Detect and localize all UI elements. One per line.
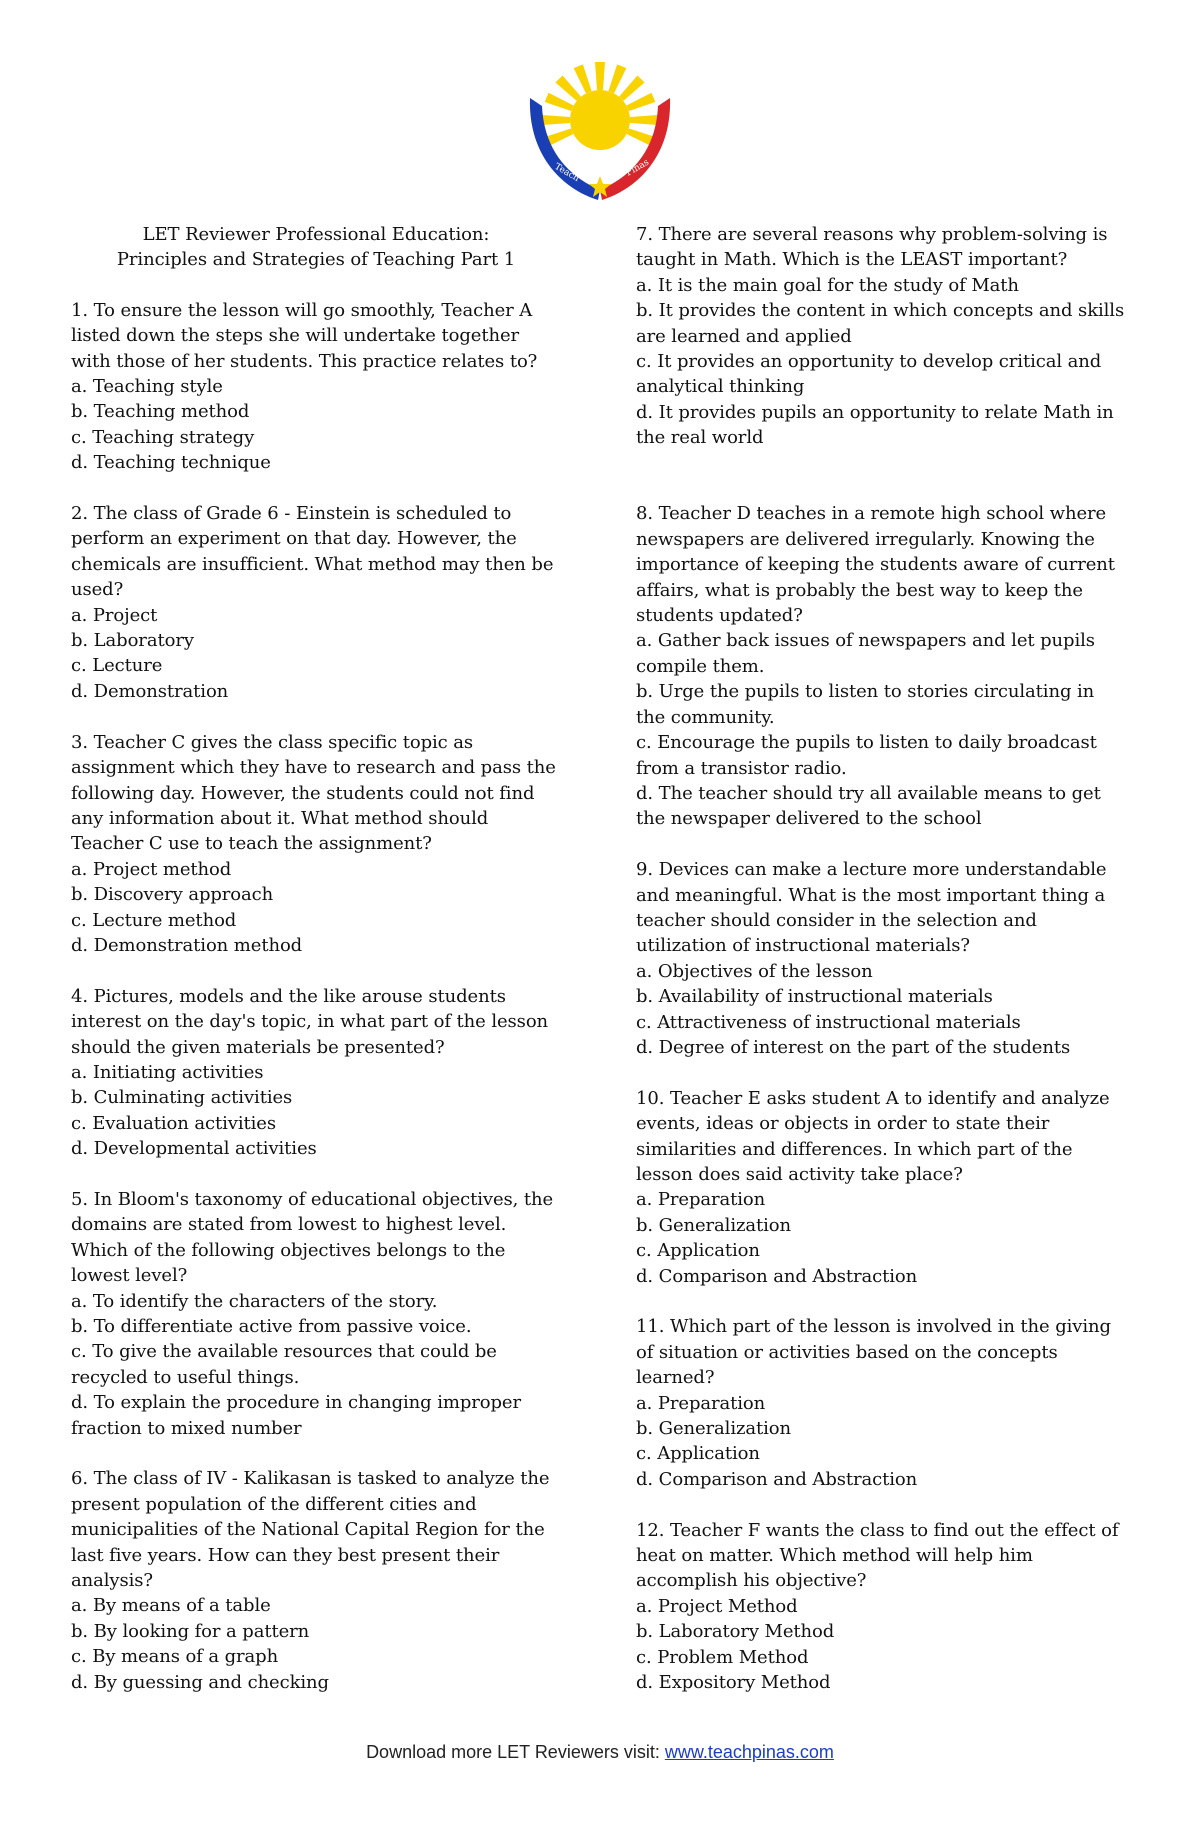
option-d: d. To explain the procedure in changing improper fraction to mixed number	[71, 1392, 521, 1439]
question-stem: 7. There are several reasons why problem-solving is taught in Math. Which is the LEAST important?	[636, 224, 1108, 271]
question-12	[636, 1518, 1126, 1696]
option-c: c. Lecture	[71, 655, 163, 677]
footer-prefix: Download more LET Reviewers visit:	[366, 1742, 665, 1762]
option-a: a. Project Method	[636, 1595, 798, 1617]
question-stem: 4. Pictures, models and the like arouse students interest on the day's topic, in what part of the lesson should the given materials be presented?	[71, 985, 549, 1058]
option-b: b. Generalization	[636, 1214, 792, 1236]
teachpinas-link[interactable]: www.teachpinas.com	[664, 1742, 834, 1762]
question-stem: 5. In Bloom's taxonomy of educational objectives, the domains are stated from lowest to highest level. Which of the following objectives belongs to the lowest level?	[71, 1188, 554, 1287]
option-c: c. Lecture method	[71, 909, 237, 931]
option-d: d. Demonstration method	[71, 934, 303, 956]
option-c: c. Application	[636, 1443, 760, 1465]
option-c: c. Teaching strategy	[71, 426, 255, 448]
option-d: d. Developmental activities	[71, 1138, 317, 1160]
title-line-2: Principles and Strategies of Teaching Part 1	[116, 249, 516, 271]
option-b: b. It provides the content in which concepts and skills are learned and applied	[636, 300, 1125, 347]
option-a: a. Preparation	[636, 1392, 766, 1414]
teachpinas-logo	[520, 58, 680, 208]
question-6	[71, 1466, 561, 1695]
svg-text:Teach: Teach	[552, 161, 581, 185]
option-c: c. Encourage the pupils to listen to daily broadcast from a transistor radio.	[636, 732, 1097, 779]
question-stem: 1. To ensure the lesson will go smoothly, Teacher A listed down the steps she will undertake together with those of her students. This practice relates to?	[71, 299, 538, 372]
question-stem: 2. The class of Grade 6 - Einstein is scheduled to perform an experiment on that day. However, the chemicals are insufficient. What method may then be used?	[71, 503, 554, 601]
sun-emblem-icon	[520, 58, 680, 208]
svg-text:Pinas: Pinas	[624, 157, 651, 179]
option-b: b. By looking for a pattern	[71, 1620, 310, 1642]
option-d: d. Teaching technique	[71, 452, 271, 474]
option-a: a. Project	[71, 604, 158, 626]
left-column	[71, 222, 561, 1720]
option-b: b. Teaching method	[71, 401, 250, 423]
question-7	[636, 222, 1126, 451]
option-a: a. Project method	[71, 858, 232, 880]
option-c: c. To give the available resources that could be recycled to useful things.	[71, 1341, 497, 1388]
question-2	[71, 501, 561, 704]
question-8	[636, 501, 1126, 831]
option-a: a. Gather back issues of newspapers and let pupils compile them.	[636, 630, 1095, 677]
option-d: d. Degree of interest on the part of the students	[636, 1036, 1071, 1058]
question-4	[71, 984, 561, 1162]
option-d: d. Comparison and Abstraction	[636, 1468, 918, 1490]
question-11	[636, 1314, 1126, 1492]
document-title	[71, 222, 561, 273]
option-a: a. Initiating activities	[71, 1061, 264, 1083]
option-c: c. Problem Method	[636, 1646, 809, 1668]
option-b: b. To differentiate active from passive voice.	[71, 1316, 472, 1337]
question-1	[71, 298, 561, 476]
option-a: a. Teaching style	[71, 376, 223, 398]
option-a: a. By means of a table	[71, 1595, 271, 1617]
option-d: d. Expository Method	[636, 1672, 831, 1694]
title-line-1: LET Reviewer Professional Education:	[142, 224, 490, 245]
option-d: d. It provides pupils an opportunity to relate Math in the real world	[636, 401, 1114, 449]
question-stem: 6. The class of IV - Kalikasan is tasked to analyze the present population of the different cities and municipalities of the National Capital Region for the last five years. How can they best present their analysis?	[71, 1468, 550, 1592]
option-b: b. Generalization	[636, 1418, 792, 1440]
option-b: b. Urge the pupils to listen to stories circulating in the community.	[636, 681, 1095, 728]
question-9	[636, 857, 1126, 1060]
option-c: c. Evaluation activities	[71, 1112, 276, 1134]
option-c: c. Attractiveness of instructional materials	[636, 1011, 1021, 1033]
question-stem: 11. Which part of the lesson is involved in the giving of situation or activities based on the concepts learned?	[636, 1316, 1111, 1389]
page-footer	[0, 1742, 1200, 1763]
option-b: b. Availability of instructional materials	[636, 986, 993, 1008]
question-stem: 9. Devices can make a lecture more understandable and meaningful. What is the most important thing a teacher should consider in the selection and utilization of instructional materials?	[636, 859, 1107, 957]
option-a: a. To identify the characters of the story.	[71, 1290, 438, 1312]
question-3	[71, 730, 561, 959]
option-c: c. By means of a graph	[71, 1646, 279, 1668]
question-stem: 8. Teacher D teaches in a remote high school where newspapers are delivered irregularly. Knowing the importance of keeping the students aware of current affairs, what is probably the best way to keep the students updated?	[636, 503, 1115, 627]
option-d: d. Comparison and Abstraction	[636, 1265, 918, 1287]
option-a: a. It is the main goal for the study of Math	[636, 274, 1019, 296]
question-10	[636, 1086, 1126, 1289]
option-d: d. The teacher should try all available means to get the newspaper delivered to the school	[636, 782, 1101, 830]
question-stem: 10. Teacher E asks student A to identify and analyze events, ideas or objects in order to state their similarities and differences. In which part of the lesson does said activity take place?	[636, 1087, 1110, 1185]
option-a: a. Preparation	[636, 1189, 766, 1211]
question-5	[71, 1187, 561, 1441]
option-c: c. It provides an opportunity to develop critical and analytical thinking	[636, 351, 1102, 398]
option-d: d. Demonstration	[71, 680, 229, 702]
option-d: d. By guessing and checking	[71, 1671, 329, 1693]
question-stem: 3. Teacher C gives the class specific topic as assignment which they have to research and pass the following day. However, the students could not find any information about it. What method should Teacher C use to teach the assignment?	[71, 731, 556, 855]
question-stem: 12. Teacher F wants the class to find out the effect of heat on matter. Which method will help him accomplish his objective?	[636, 1519, 1119, 1592]
option-b: b. Culminating activities	[71, 1087, 293, 1109]
option-c: c. Application	[636, 1240, 760, 1262]
option-a: a. Objectives of the lesson	[636, 960, 873, 982]
option-b: b. Laboratory	[71, 630, 194, 652]
option-b: b. Discovery approach	[71, 884, 274, 906]
option-b: b. Laboratory Method	[636, 1621, 835, 1643]
right-column	[636, 222, 1126, 1721]
